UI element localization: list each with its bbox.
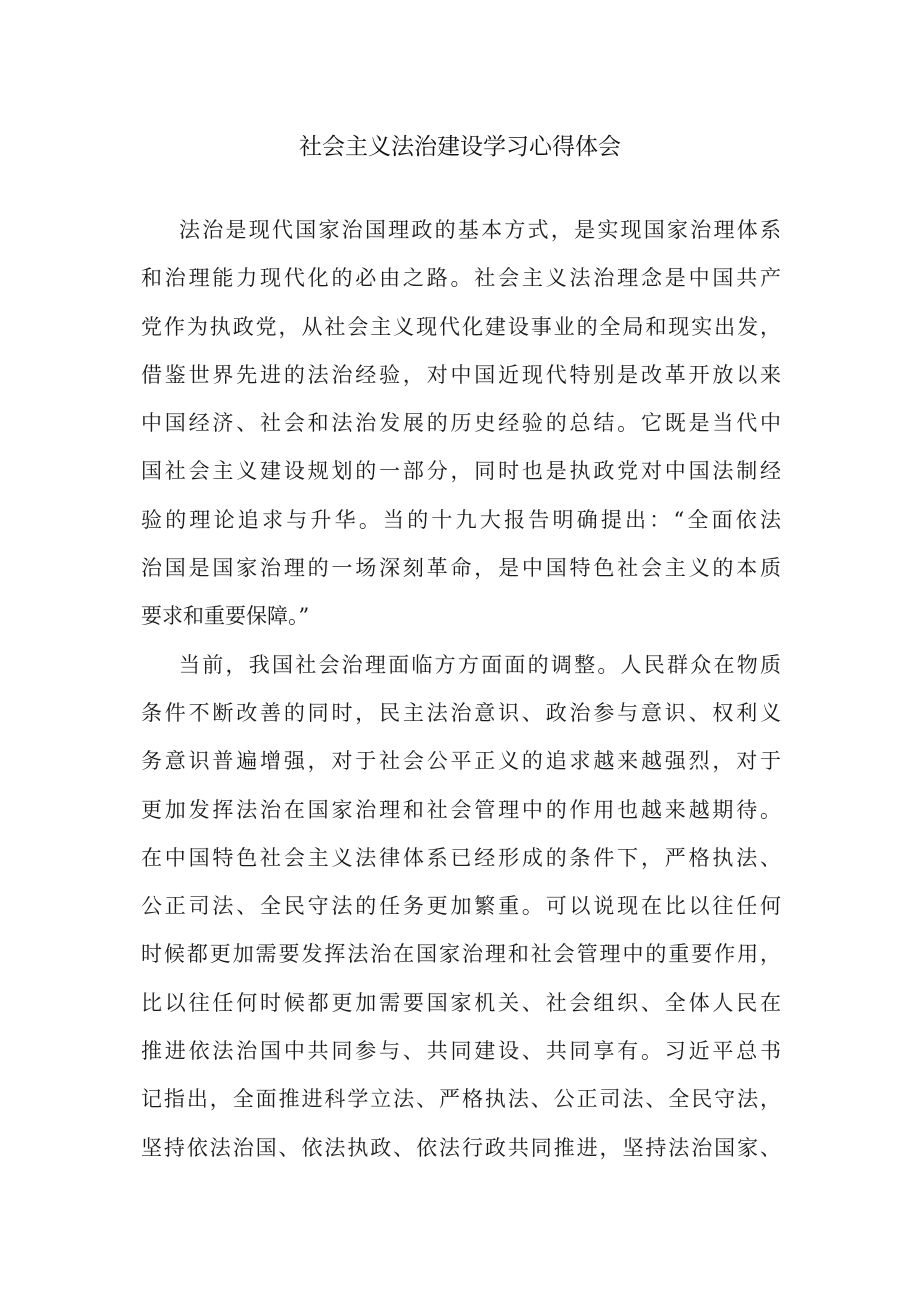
text-line: 条件不断改善的同时，民主法治意识、政治参与意识、权利义: [141, 700, 781, 725]
text-line: 验的理论追求与升华。当的十九大报告明确提出：“全面依法: [141, 507, 781, 532]
text-line: 国社会主义建设规划的一部分，同时也是执政党对中国法制经: [141, 459, 781, 484]
paragraph-2: [141, 641, 781, 1172]
text-line: 时候都更加需要发挥法治在国家治理和社会管理中的重要作用，: [141, 942, 781, 967]
text-line: 当前，我国社会治理面临方方面面的调整。人民群众在物质: [179, 652, 781, 677]
document-body: [141, 206, 781, 1172]
text-line: 治国是国家治理的一场深刻革命，是中国特色社会主义的本质: [141, 556, 781, 581]
text-line: 党作为执政党，从社会主义现代化建设事业的全局和现实出发，: [141, 314, 781, 339]
text-line: 记指出，全面推进科学立法、严格执法、公正司法、全民守法，: [141, 1087, 781, 1112]
text-line: 公正司法、全民守法的任务更加繁重。可以说现在比以往任何: [141, 894, 781, 919]
text-line: 在中国特色社会主义法律体系已经形成的条件下，严格执法、: [141, 845, 781, 870]
paragraph-1: [141, 206, 781, 641]
text-line: 推进依法治国中共同参与、共同建设、共同享有。习近平总书: [141, 1039, 781, 1064]
document-title: 社会主义法治建设学习心得体会: [299, 134, 621, 160]
text-line: 要求和重要保障。”: [141, 604, 310, 629]
text-line: 务意识普遍增强，对于社会公平正义的追求越来越强烈，对于: [141, 749, 781, 774]
text-line: 更加发挥法治在国家治理和社会管理中的作用也越来越期待。: [141, 797, 781, 822]
text-line: 借鉴世界先进的法治经验，对中国近现代特别是改革开放以来: [141, 362, 781, 387]
text-line: 坚持依法治国、依法执政、依法行政共同推进，坚持法治国家、: [141, 1135, 781, 1160]
text-line: 法治是现代国家治国理政的基本方式，是实现国家治理体系: [179, 218, 781, 242]
text-line: 比以往任何时候都更加需要国家机关、社会组织、全体人民在: [141, 990, 781, 1015]
text-line: 中国经济、社会和法治发展的历史经验的总结。它既是当代中: [141, 411, 781, 436]
text-line: 和治理能力现代化的必由之路。社会主义法治理念是中国共产: [141, 266, 781, 291]
